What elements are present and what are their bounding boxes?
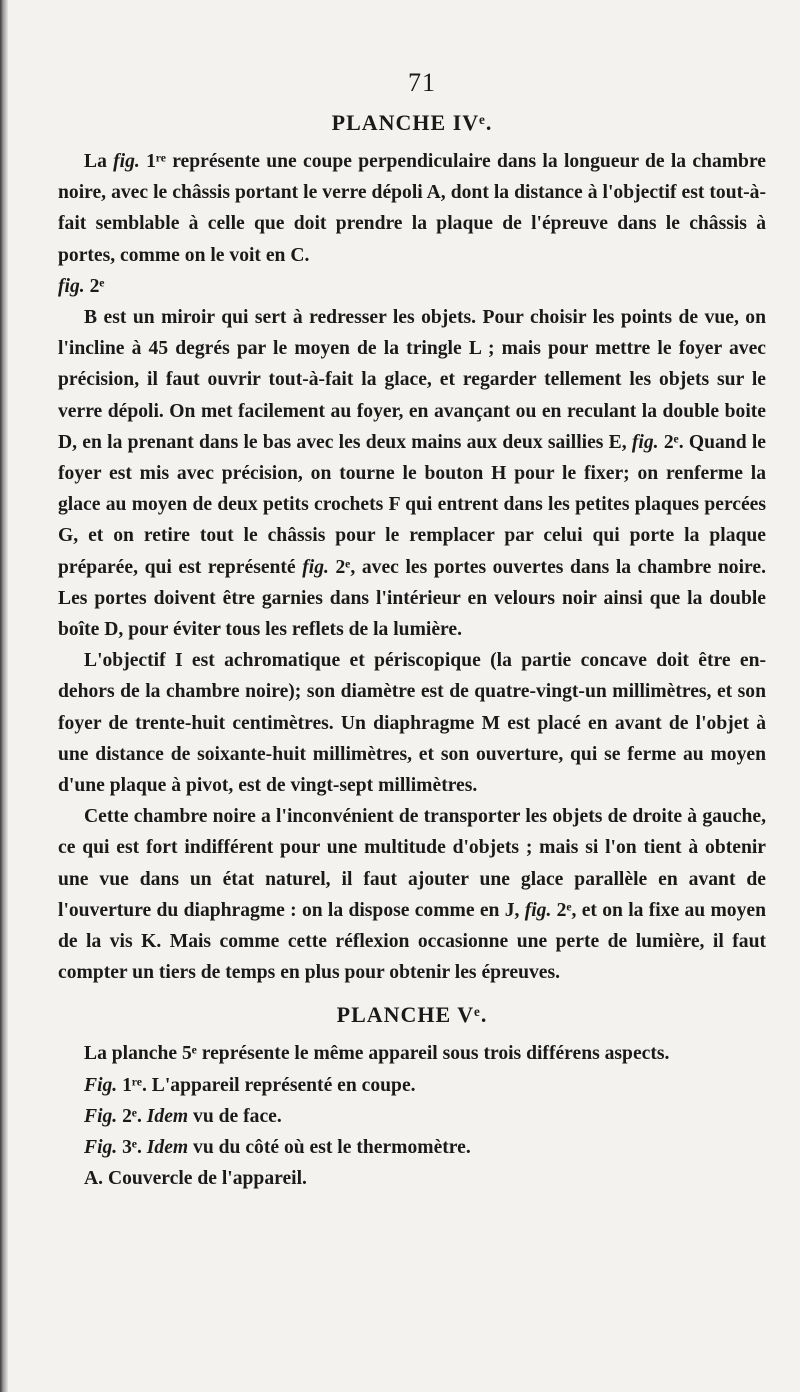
list-item: Fig. 3ᵉ. Idem vu du côté où est le thermomètre. — [84, 1137, 471, 1159]
list-item: Fig. 2ᵉ. Idem vu de face. — [84, 1105, 282, 1127]
paragraph-fig1: La fig. 1ʳᵉ représente une coupe perpendiculaire dans la longueur de la chambre noire, avec le châssis portant le verre dépoli A, dont la distance à l'objectif est tout-à-fait semblable à celle que doit prendre la plaque de l'épreuve dans le châssis à portes, comme on le voit en C. — [58, 151, 766, 266]
paragraph-planche5-intro: La planche 5ᵉ représente le même appareil sous trois différens aspects. — [84, 1043, 670, 1065]
paragraph-objectif: L'objectif I est achromatique et périscopique (la partie concave doit être en-dehors de la chambre noire); son diamètre est de quatre-vingt-un millimètres, et son foyer de trente-huit centimètres. Un diaphragme M est placé en avant de l'objet à une distance de soixante-huit millimètres, et son ouverture, qui se ferme au moyen d'une plaque à pivot, est de vingt-sept millimètres. — [58, 650, 766, 797]
list-item: Fig. 1ʳᵉ. L'appareil représenté en coupe. — [84, 1074, 416, 1096]
paragraph-miroir: B est un miroir qui sert à redresser les objets. Pour choisir les points de vue, on l'incline à 45 degrés par le moyen de la tringle L ; mais pour mettre le foyer avec précision, il faut ouvrir tout-à-fait la glace, et regarder tellement les objets sur le verre dépoli. On met facilement au foyer, en avançant ou en reculant la double boite D, en la prenant dans le bas avec les deux mains aux deux saillies E, fig. 2ᵉ. Quand le foyer est mis avec précision, on tourne le bouton H pour le fixer; on renferme la glace au moyen de deux petits crochets F qui entrent dans les petites plaques percées G, et on retire tout le châssis pour le remplacer par celui qui porte la plaque préparée, qui est représenté fig. 2ᵉ, avec les portes ouvertes dans la chambre noire. Les portes doivent être garnies dans l'intérieur en velours noir ainsi que la double boîte D, pour éviter tous les reflets de la lumière. — [58, 307, 766, 641]
planche-5-heading: PLANCHE Vᵉ. — [336, 1002, 488, 1028]
page-binding-edge — [0, 0, 8, 1392]
fig2-label: fig. 2ᵉ — [58, 275, 105, 297]
paragraph-inconvenient: Cette chambre noire a l'inconvénient de transporter les objets de droite à gauche, ce qui est fort indifférent pour une multitude d'objets ; mais si l'on tient à obtenir une vue dans un état naturel, il faut ajouter une glace parallèle en avant de l'ouverture du diaphragme : on la dispose comme en J, fig. 2ᵉ, et on la fixe au moyen de la vis K. Mais comme cette réflexion occasionne une perte de lumière, il faut compter un tiers de temps en plus pour obtenir les épreuves. — [58, 806, 766, 984]
figure-list — [58, 1070, 766, 1195]
book-page — [58, 68, 766, 1195]
page-number: 71 — [408, 68, 436, 97]
list-item: A. Couvercle de l'appareil. — [84, 1168, 307, 1190]
planche-4-heading: PLANCHE IVᵉ. — [331, 110, 493, 135]
